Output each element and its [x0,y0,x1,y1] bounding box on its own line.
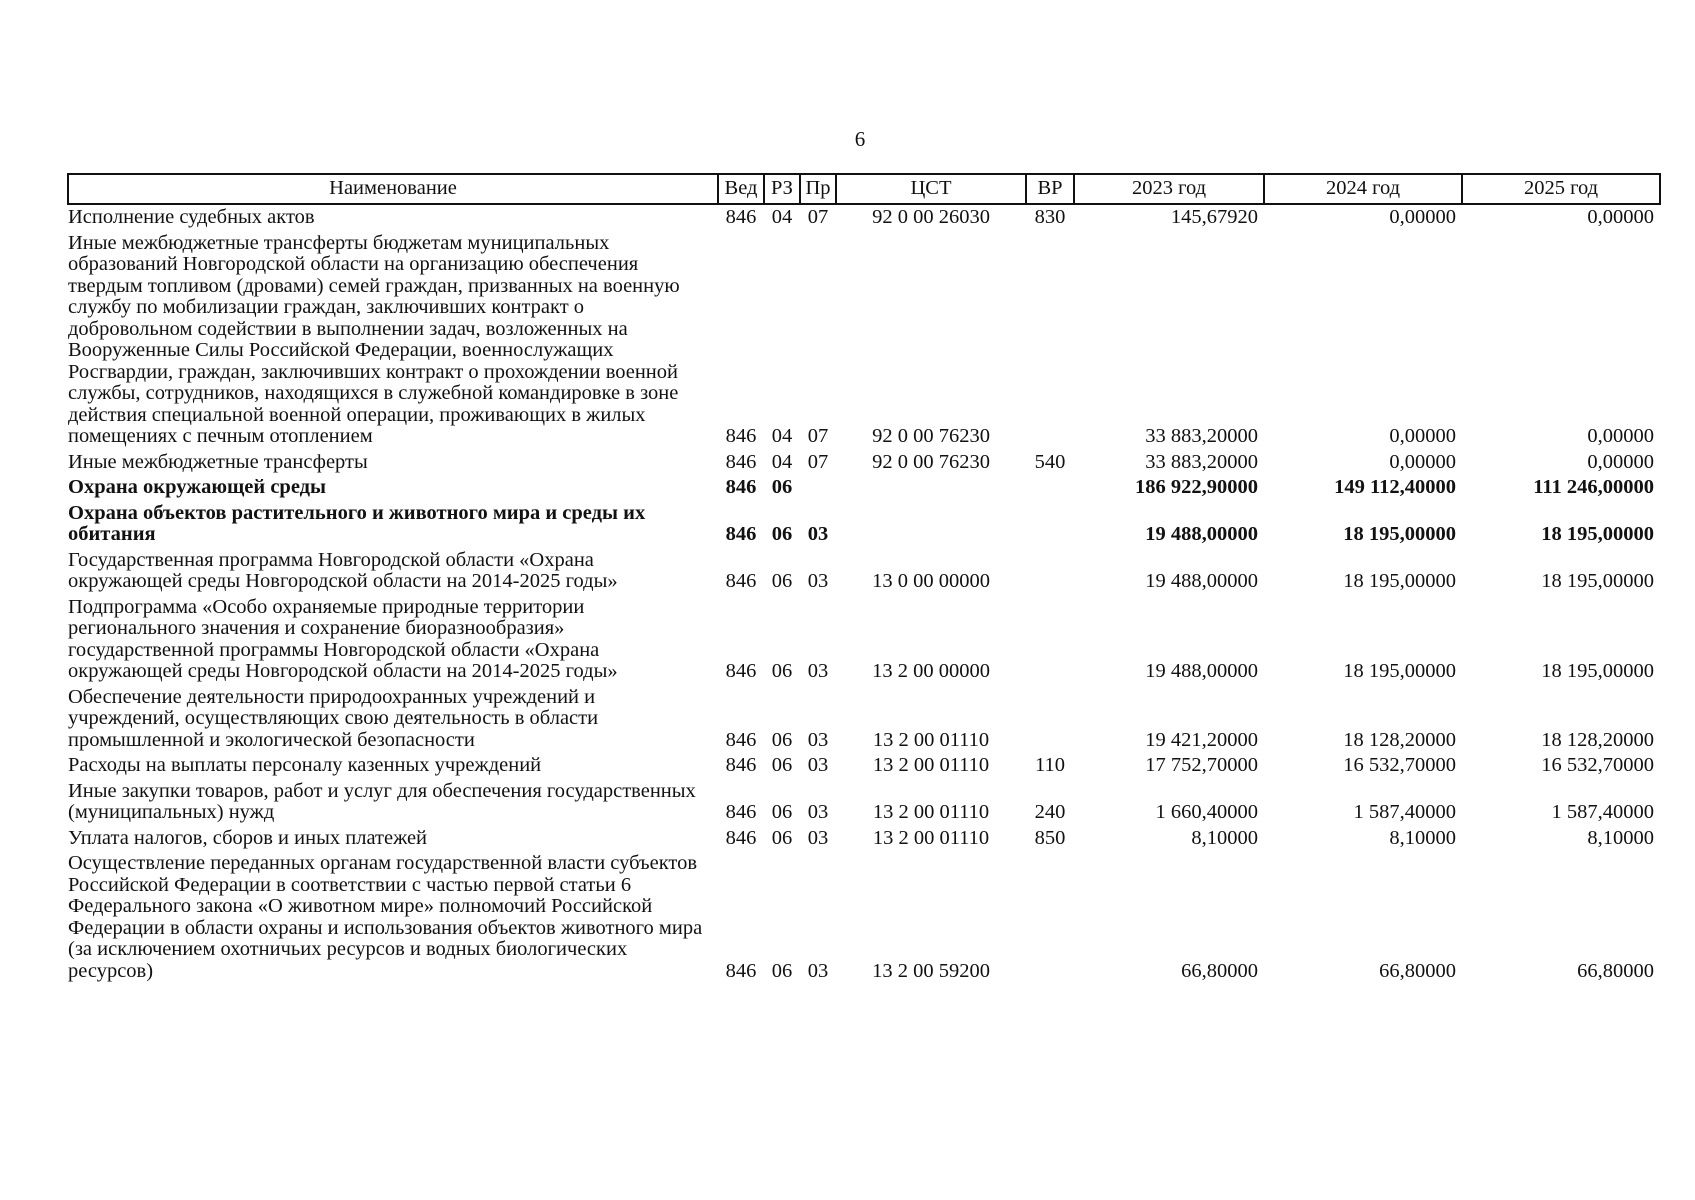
row-name: Охрана окружающей среды [68,476,327,498]
row-value-2023: 19 488,00000 [1145,570,1258,592]
row-value-2025: 0,00000 [1587,206,1654,228]
row-vr [1026,851,1074,984]
row-pr: 07 [807,206,829,228]
row-value-2025: 18 128,20000 [1541,728,1654,751]
row-value-2024: 18 128,20000 [1343,728,1456,751]
header-vr: ВР [1026,174,1074,204]
row-value-2024: 1 587,40000 [1353,801,1456,823]
row-value-2023: 17 752,70000 [1145,754,1258,776]
row-rz: 06 [771,570,793,592]
row-value-2025: 0,00000 [1587,425,1654,447]
budget-table [67,173,1661,984]
row-name: Иные межбюджетные трансферты бюджетам муниципальных образований Новгородской области на организацию обеспечения твердым топливом (дровами) семей граждан, призванных на военную службу по мобилизации граждан, заключивших контракт о добровольном содействии в выполнении задач, возложенных на Вооруженные Силы Российской Федерации, военнослужащих Росгвардии, граждан, заключивших контракт о прохождении военной службы, сотрудников, находящихся в служебной командировке в зоне действия специальной военной операции, проживающих в жилых помещениях с печным отоплением [68,231,680,447]
row-cst: 92 0 00 26030 [872,206,990,228]
row-name: Осуществление переданных органам государственной власти субъектов Российской Федерации в соответствии с частью первой статьи 6 Федерального закона «О животном мире» полномочий Российской Федерации в области охраны и использования объектов животного мира (за исключением охотничьих ресурсов и водных биологических ресурсов) [68,852,703,982]
row-value-2024: 16 532,70000 [1343,754,1456,776]
row-name: Иные межбюджетные трансферты [68,450,368,473]
row-value-2025: 111 246,00000 [1533,476,1654,498]
row-pr: 07 [807,425,829,447]
row-ved: 846 [725,826,757,849]
table-row [68,753,1660,779]
row-value-2025: 0,00000 [1587,450,1654,473]
table-row [68,779,1660,826]
row-ved: 846 [725,754,757,776]
row-value-2024: 18 195,00000 [1343,570,1456,592]
row-vr: 540 [1034,450,1066,473]
row-pr: 03 [807,959,829,982]
row-rz: 04 [771,425,793,447]
row-cst: 92 0 00 76230 [872,425,990,447]
row-ved: 846 [725,570,757,592]
row-value-2023: 33 883,20000 [1145,425,1258,447]
row-cst: 13 2 00 01110 [872,826,990,849]
row-pr: 03 [807,826,829,849]
row-value-2023: 145,67920 [1170,206,1258,228]
row-vr [1026,548,1074,595]
row-name: Уплата налогов, сборов и иных платежей [68,826,428,849]
row-rz: 04 [771,450,793,473]
row-rz: 06 [771,801,793,823]
row-value-2025: 16 532,70000 [1541,754,1654,776]
row-vr: 110 [1035,754,1065,776]
row-name: Подпрограмма «Особо охраняемые природные территории регионального значения и сохранение биоразнообразия» государственной программы Новгородской области «Охрана окружающей среды Новгородской области на 2014-2025 годы» [68,595,618,682]
row-vr: 240 [1034,801,1066,823]
row-ved: 846 [725,425,757,447]
row-cst: 13 2 00 00000 [872,660,990,682]
row-value-2023: 19 421,20000 [1145,728,1258,751]
table-row [68,475,1660,501]
row-cst: 13 2 00 59200 [872,959,990,982]
row-vr [1026,685,1074,754]
row-name: Иные закупки товаров, работ и услуг для обеспечения государственных (муниципальных) нужд [68,779,696,823]
row-ved: 846 [725,959,757,982]
row-pr: 03 [807,570,829,592]
row-value-2025: 18 195,00000 [1541,660,1654,682]
table-row [68,501,1660,548]
row-pr [800,475,836,501]
row-value-2023: 33 883,20000 [1145,450,1258,473]
row-vr: 850 [1034,826,1066,849]
row-cst: 13 2 00 01110 [872,754,990,776]
header-pr: Пр [800,174,836,204]
row-rz: 06 [771,826,793,849]
row-ved: 846 [725,206,757,228]
row-pr: 07 [807,450,829,473]
row-value-2023: 19 488,00000 [1145,523,1258,545]
header-2024: 2024 год [1264,174,1462,204]
row-pr: 03 [807,801,829,823]
table-header [68,174,1660,204]
row-value-2025: 1 587,40000 [1551,801,1654,823]
row-ved: 846 [725,450,757,473]
row-name: Расходы на выплаты персоналу казенных учреждений [68,754,542,776]
row-ved: 846 [725,728,757,751]
table-row [68,685,1660,754]
row-vr: 830 [1034,206,1066,228]
row-rz: 06 [771,728,793,751]
header-cst: ЦСТ [836,174,1026,204]
row-name: Государственная программа Новгородской области «Охрана окружающей среды Новгородской области на 2014-2025 годы» [68,548,618,592]
row-ved: 846 [725,476,757,498]
row-rz: 06 [771,754,793,776]
row-value-2023: 66,80000 [1181,959,1258,982]
page-number: 6 [854,127,866,151]
row-pr: 03 [807,728,829,751]
row-ved: 846 [725,660,757,682]
row-vr [1026,595,1074,685]
row-value-2025: 18 195,00000 [1541,570,1654,592]
header-2023: 2023 год [1074,174,1264,204]
row-value-2025: 8,10000 [1587,826,1654,849]
row-vr [1026,475,1074,501]
row-vr [1026,231,1074,450]
row-value-2024: 18 195,00000 [1343,523,1456,545]
row-rz: 04 [771,206,793,228]
row-cst: 13 2 00 01110 [872,728,990,751]
row-value-2025: 18 195,00000 [1541,523,1654,545]
row-cst [836,501,1026,548]
row-pr: 03 [807,660,829,682]
row-value-2024: 0,00000 [1389,450,1456,473]
row-value-2024: 149 112,40000 [1334,476,1456,498]
row-pr: 03 [807,754,829,776]
table-row [68,231,1660,450]
header-name: Наименование [68,174,718,204]
row-cst [836,475,1026,501]
table-row [68,826,1660,852]
row-value-2023: 1 660,40000 [1155,801,1258,823]
row-rz: 06 [771,523,793,545]
row-value-2023: 186 922,90000 [1135,476,1258,498]
row-rz: 06 [771,660,793,682]
table-row [68,548,1660,595]
table-row [68,595,1660,685]
row-rz: 06 [771,476,793,498]
row-value-2024: 18 195,00000 [1343,660,1456,682]
row-cst: 13 2 00 01110 [872,801,990,823]
row-value-2023: 8,10000 [1191,826,1258,849]
row-value-2024: 0,00000 [1389,425,1456,447]
row-rz: 06 [771,959,793,982]
header-rz: РЗ [764,174,800,204]
table-row [68,204,1660,231]
row-pr: 03 [807,523,829,545]
header-ved: Вед [718,174,764,204]
row-value-2023: 19 488,00000 [1145,660,1258,682]
row-value-2024: 8,10000 [1389,826,1456,849]
table-row [68,450,1660,476]
row-name: Обеспечение деятельности природоохранных учреждений и учреждений, осуществляющих свою деятельность в области промышленной и экологической безопасности [68,685,599,751]
row-cst: 92 0 00 76230 [872,450,990,473]
row-value-2024: 0,00000 [1389,206,1456,228]
table-row [68,851,1660,984]
row-cst: 13 0 00 00000 [872,570,990,592]
row-ved: 846 [725,801,757,823]
row-ved: 846 [725,523,757,545]
row-name: Исполнение судебных актов [68,206,315,228]
row-name: Охрана объектов растительного и животного мира и среды их обитания [68,501,646,545]
row-value-2024: 66,80000 [1379,959,1456,982]
header-2025: 2025 год [1462,174,1660,204]
row-vr [1026,501,1074,548]
row-value-2025: 66,80000 [1577,959,1654,982]
table-body [68,204,1660,984]
